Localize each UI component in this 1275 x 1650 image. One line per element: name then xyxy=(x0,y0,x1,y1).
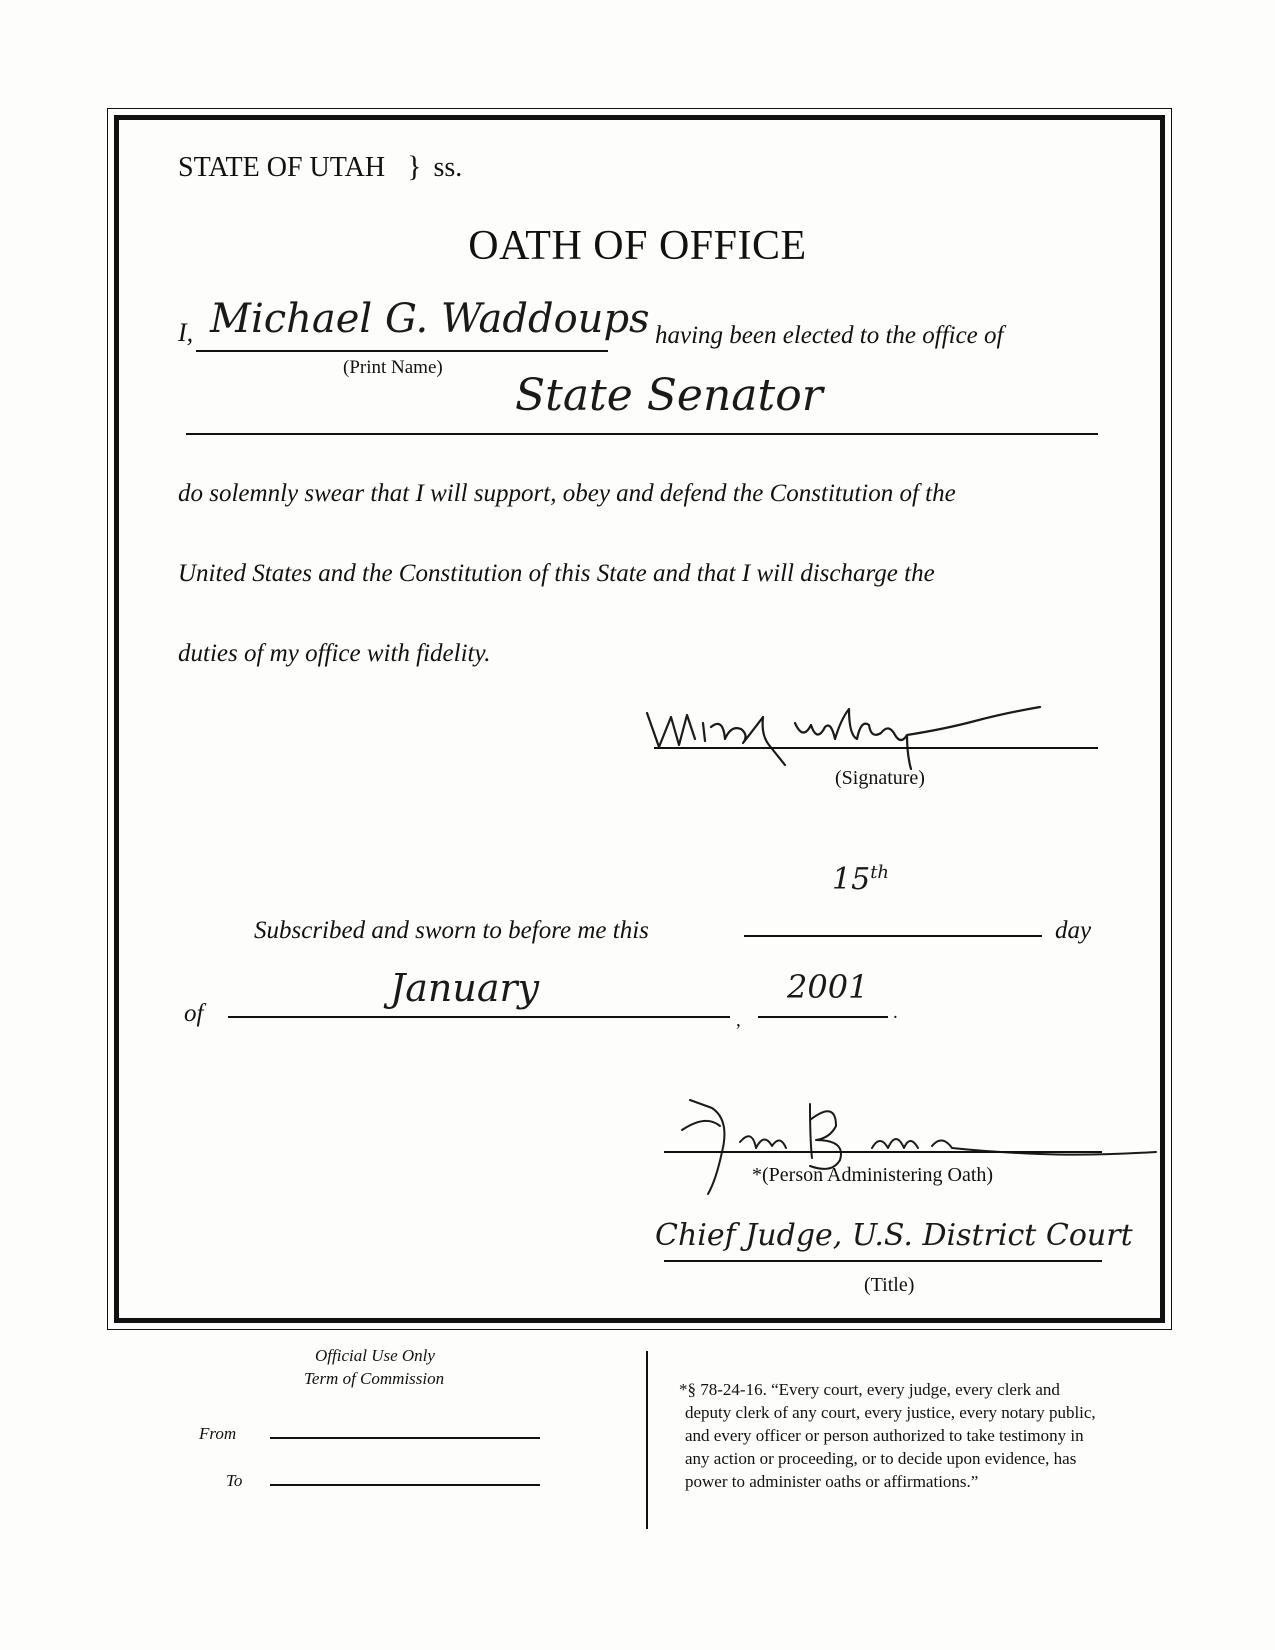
of-word: of xyxy=(184,1000,204,1027)
day-suffix: th xyxy=(870,862,890,883)
print-name-label: (Print Name) xyxy=(343,357,443,378)
oath-prefix: I, xyxy=(178,318,194,347)
state-name: STATE OF UTAH xyxy=(178,152,386,183)
day-word: day xyxy=(1055,917,1092,944)
oath-taker-signature xyxy=(645,695,1085,775)
page-title: OATH OF OFFICE xyxy=(468,223,807,269)
to-line xyxy=(270,1484,540,1486)
office-line xyxy=(186,433,1098,435)
term-of-commission-label: Term of Commission xyxy=(304,1369,445,1388)
oath-body-line-3: duties of my office with fidelity. xyxy=(178,640,491,667)
title-label: (Title) xyxy=(864,1274,915,1296)
oath-body-line-2: United States and the Constitution of this State and that I will discharge the xyxy=(178,560,935,587)
date-period: . xyxy=(893,1002,898,1023)
official-use-label: Official Use Only xyxy=(315,1346,435,1365)
statute-line-1: *§ 78-24-16. “Every court, every judge, every clerk and xyxy=(679,1380,1060,1399)
day-handwritten: 15th xyxy=(832,862,890,897)
venue-line xyxy=(178,150,462,184)
venue-ss: ss. xyxy=(433,152,463,183)
month-line xyxy=(228,1016,730,1018)
statute-line-2: deputy clerk of any court, every justice, every notary public, xyxy=(685,1403,1096,1422)
statute-line-3: and every officer or person authorized to take testimony in xyxy=(685,1426,1084,1445)
signature-label: (Signature) xyxy=(835,767,925,789)
from-label: From xyxy=(199,1424,237,1443)
venue-brace: } xyxy=(407,150,422,183)
month-handwritten: January xyxy=(390,966,540,1010)
title-handwritten: Chief Judge, U.S. District Court xyxy=(655,1218,1133,1253)
printed-name-handwritten: Michael G. Waddoups xyxy=(210,296,650,342)
year-line xyxy=(758,1016,888,1018)
elected-text: having been elected to the office of xyxy=(655,322,1004,349)
name-line xyxy=(196,350,608,352)
administrator-line xyxy=(664,1151,1102,1153)
signature-line xyxy=(654,747,1098,749)
date-comma: , xyxy=(736,1010,741,1031)
from-line xyxy=(270,1437,540,1439)
office-handwritten: State Senator xyxy=(515,370,823,421)
to-label: To xyxy=(226,1471,243,1490)
administering-label: *(Person Administering Oath) xyxy=(752,1164,994,1186)
statute-note xyxy=(679,1378,1175,1493)
oath-body-line-1: do solemnly swear that I will support, obey and defend the Constitution of the xyxy=(178,480,956,507)
statute-line-4: any action or proceeding, or to decide upon evidence, has xyxy=(685,1449,1077,1468)
year-handwritten: 2001 xyxy=(787,968,869,1006)
footer-divider xyxy=(646,1351,648,1529)
subscribed-text: Subscribed and sworn to before me this xyxy=(254,917,649,944)
title-line xyxy=(664,1260,1102,1262)
statute-line-5: power to administer oaths or affirmations.” xyxy=(685,1472,979,1491)
day-line xyxy=(744,935,1042,937)
